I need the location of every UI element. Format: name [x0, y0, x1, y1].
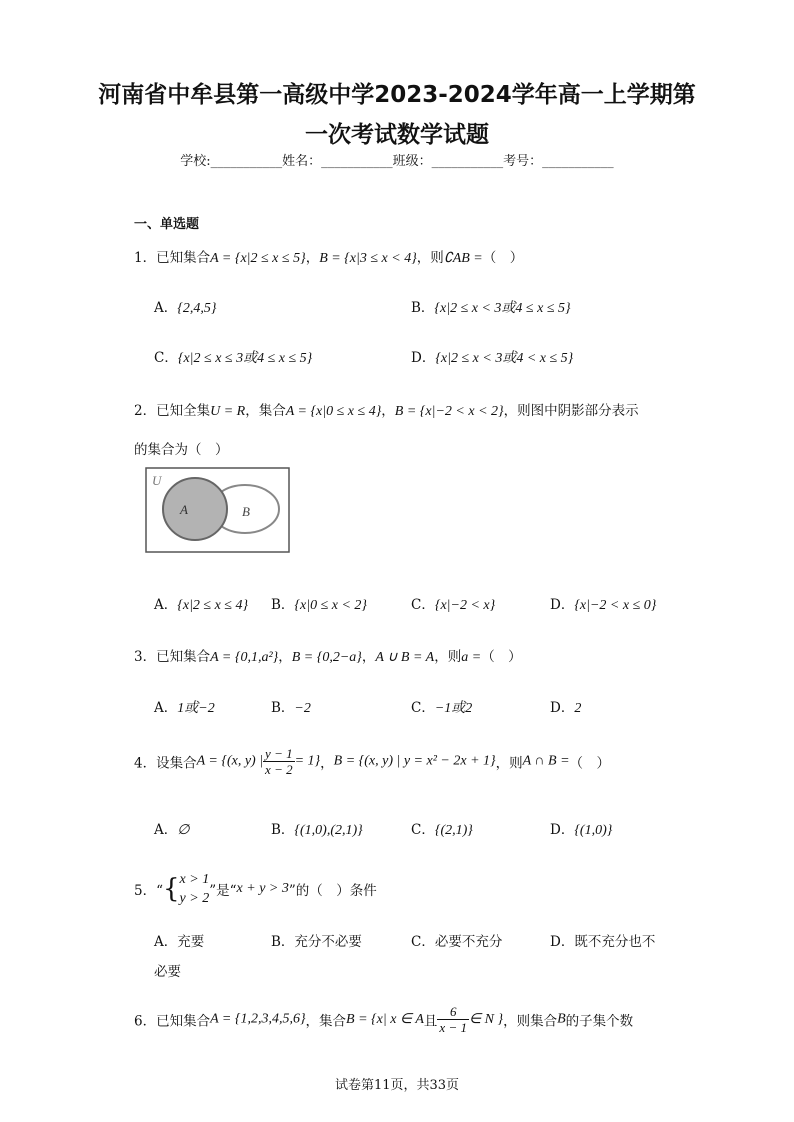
option-label: D．: [550, 822, 575, 838]
option-label: D．: [550, 597, 575, 613]
q4-fraction: [263, 746, 295, 777]
q3-set-b: B = {0,2−a}: [291, 650, 362, 665]
venn-circle-a: [163, 478, 227, 540]
option-label: C．: [411, 700, 435, 716]
option-label: A．: [154, 700, 178, 716]
option-text: {(1,0)}: [574, 823, 613, 838]
q5-post: ”的（ ）条件: [288, 883, 377, 899]
q4-frac-denominator: x − 2: [265, 762, 293, 777]
option-label: A．: [154, 300, 178, 316]
q5-option-d[interactable]: [550, 930, 655, 950]
q1-paren: （ ）: [482, 250, 524, 266]
venn-diagram: [145, 467, 291, 555]
option-text: {x|2 ≤ x ≤ 3或4 ≤ x ≤ 5}: [177, 351, 313, 366]
q3-prefix: 3．已知集合: [134, 649, 211, 665]
q6-set-b-var: B: [557, 1011, 566, 1027]
q2-post: ，则图中阴影部分表示: [503, 403, 639, 419]
q5-expr: x + y > 3: [236, 881, 289, 896]
question-6: [134, 1004, 633, 1035]
q4-set-a-left: A = {(x, y) |: [196, 753, 264, 769]
q4-option-d[interactable]: [550, 818, 612, 839]
option-text: {x|−2 < x}: [434, 598, 496, 613]
q2-universal-set: U = R: [210, 404, 246, 419]
option-label: A．: [154, 934, 178, 950]
q2-option-d[interactable]: [550, 593, 656, 614]
q1-set-a: A = {x|2 ≤ x ≤ 5}: [210, 251, 306, 266]
option-label: D．: [550, 700, 575, 716]
q6-prefix: 6．已知集合: [134, 1013, 211, 1030]
q2-option-b[interactable]: [271, 593, 367, 614]
q6-post2: 的子集个数: [565, 1013, 634, 1030]
q5-brace: {: [163, 874, 180, 904]
option-label: B．: [271, 822, 295, 838]
q3-sep: ，: [278, 649, 292, 665]
section-heading: 一、单选题: [134, 217, 200, 232]
option-text: 既不充分也不: [574, 934, 656, 950]
q5-sys-line2: y > 2: [179, 891, 210, 906]
q4-expr: A ∩ B =: [522, 753, 570, 769]
q3-paren: （ ）: [481, 649, 522, 665]
venn-label-a: A: [180, 502, 188, 517]
q3-option-c[interactable]: [411, 696, 472, 717]
doc-title-line1: 河南省中牟县第一高级中学2023-2024学年高一上学期第: [98, 82, 696, 108]
q4-sep: ，: [320, 755, 334, 772]
q3-option-d[interactable]: [550, 696, 581, 717]
q6-frac-numerator: 6: [437, 1004, 469, 1020]
option-label: C．: [154, 350, 178, 366]
option-label: B．: [411, 300, 435, 316]
q2-line2: 的集合为（ ）: [134, 442, 229, 458]
venn-label-u: U: [152, 473, 162, 488]
option-text: {x|−2 < x ≤ 0}: [574, 598, 657, 613]
q1-option-c[interactable]: [154, 346, 312, 367]
q1-prefix: 1．已知集合: [134, 250, 211, 266]
q5-system: [180, 870, 210, 908]
option-label: B．: [271, 700, 295, 716]
option-text: {x|0 ≤ x < 2}: [294, 598, 368, 613]
q1-option-b[interactable]: [411, 296, 571, 317]
q2-mid: ，集合: [245, 403, 286, 419]
q4-paren: （ ）: [569, 755, 611, 772]
option-label: D．: [411, 350, 436, 366]
question-4: [134, 746, 610, 777]
q4-set-a-right: = 1}: [294, 753, 321, 769]
option-text: −1或2: [434, 701, 473, 716]
q1-expr: ∁AB =: [443, 251, 483, 266]
option-text: {2,4,5}: [177, 301, 217, 316]
q6-set-a: A = {1,2,3,4,5,6}: [210, 1011, 306, 1027]
option-text: 2: [574, 701, 582, 716]
q3-expr: a =: [461, 650, 482, 665]
option-label: C．: [411, 934, 435, 950]
q6-post: ，则集合: [503, 1013, 558, 1030]
q5-option-a[interactable]: [154, 930, 204, 950]
q4-option-a[interactable]: [154, 818, 189, 839]
question-1: [134, 246, 523, 267]
question-3: [134, 645, 522, 666]
q5-mid: ”是“: [209, 883, 237, 899]
q2-prefix: 2．已知全集: [134, 403, 211, 419]
option-text: {x|2 ≤ x < 3或4 ≤ x ≤ 5}: [434, 301, 571, 316]
option-label: B．: [271, 597, 295, 613]
q2-option-c[interactable]: [411, 593, 495, 614]
q3-then: ，则: [434, 649, 462, 665]
q1-option-d[interactable]: [411, 346, 573, 367]
q5-option-d-continued: 必要: [154, 964, 181, 980]
q6-set-b: B = {x| x ∈ A: [346, 1012, 424, 1027]
q4-frac-numerator: y − 1: [265, 746, 293, 761]
option-text: ∅: [177, 823, 190, 838]
q1-option-a[interactable]: [154, 296, 216, 317]
q3-option-b[interactable]: [271, 696, 311, 717]
q3-sep2: ，: [361, 649, 376, 665]
option-text: 充分不必要: [294, 934, 362, 950]
q5-option-c[interactable]: [411, 930, 502, 950]
doc-title-line2: 一次考试数学试题: [305, 122, 489, 148]
option-text: 充要: [177, 934, 205, 950]
question-2: [134, 399, 639, 420]
q1-set-b: B = {x|3 ≤ x < 4}: [319, 251, 417, 266]
option-text: {(1,0),(2,1)}: [294, 823, 363, 838]
q5-option-b[interactable]: [271, 930, 362, 950]
option-text: −2: [294, 701, 311, 716]
q6-and: 且: [423, 1013, 438, 1030]
venn-label-b: B: [242, 504, 250, 519]
page-footer: 试卷第11页，共33页: [334, 1078, 460, 1093]
q2-set-a: A = {x|0 ≤ x ≤ 4}: [285, 404, 382, 419]
q4-option-c[interactable]: [411, 818, 473, 839]
q2-sep: ，: [381, 403, 395, 419]
option-label: A．: [154, 597, 178, 613]
q1-sep: ，: [305, 250, 320, 266]
q1-then: ，则: [416, 250, 444, 266]
option-text: {(2,1)}: [434, 823, 473, 838]
q5-prefix: 5．“: [134, 883, 163, 899]
q6-mid: ，集合: [305, 1013, 347, 1030]
option-text: {x|2 ≤ x < 3或4 < x ≤ 5}: [435, 351, 574, 366]
question-5: [134, 870, 377, 908]
q3-set-a: A = {0,1,a²}: [210, 650, 279, 665]
option-text: 1或−2: [177, 701, 215, 716]
q6-fraction: [437, 1004, 469, 1035]
student-info-line: 学校:___________姓名：___________班级：___________考号：___________: [180, 154, 614, 169]
option-text: 必要不充分: [434, 934, 503, 950]
q3-option-a[interactable]: [154, 696, 215, 717]
option-label: C．: [411, 822, 435, 838]
q4-then: ，则: [495, 755, 523, 772]
q4-option-b[interactable]: [271, 818, 363, 839]
option-text: {x|2 ≤ x ≤ 4}: [177, 598, 249, 613]
q4-prefix: 4．设集合: [134, 755, 197, 772]
option-label: A．: [154, 822, 178, 838]
q2-set-b: B = {x|−2 < x < 2}: [394, 404, 504, 419]
q6-frac-denominator: x − 1: [439, 1020, 467, 1035]
option-label: C．: [411, 597, 435, 613]
q5-sys-line1: x > 1: [179, 872, 210, 887]
q3-condition: A ∪ B = A: [375, 650, 435, 665]
option-label: B．: [271, 934, 295, 950]
option-label: D．: [550, 934, 575, 950]
q4-set-b: B = {(x, y) | y = x² − 2x + 1}: [333, 753, 496, 769]
q2-option-a[interactable]: [154, 593, 248, 614]
q6-in-n: ∈ N }: [468, 1012, 504, 1027]
